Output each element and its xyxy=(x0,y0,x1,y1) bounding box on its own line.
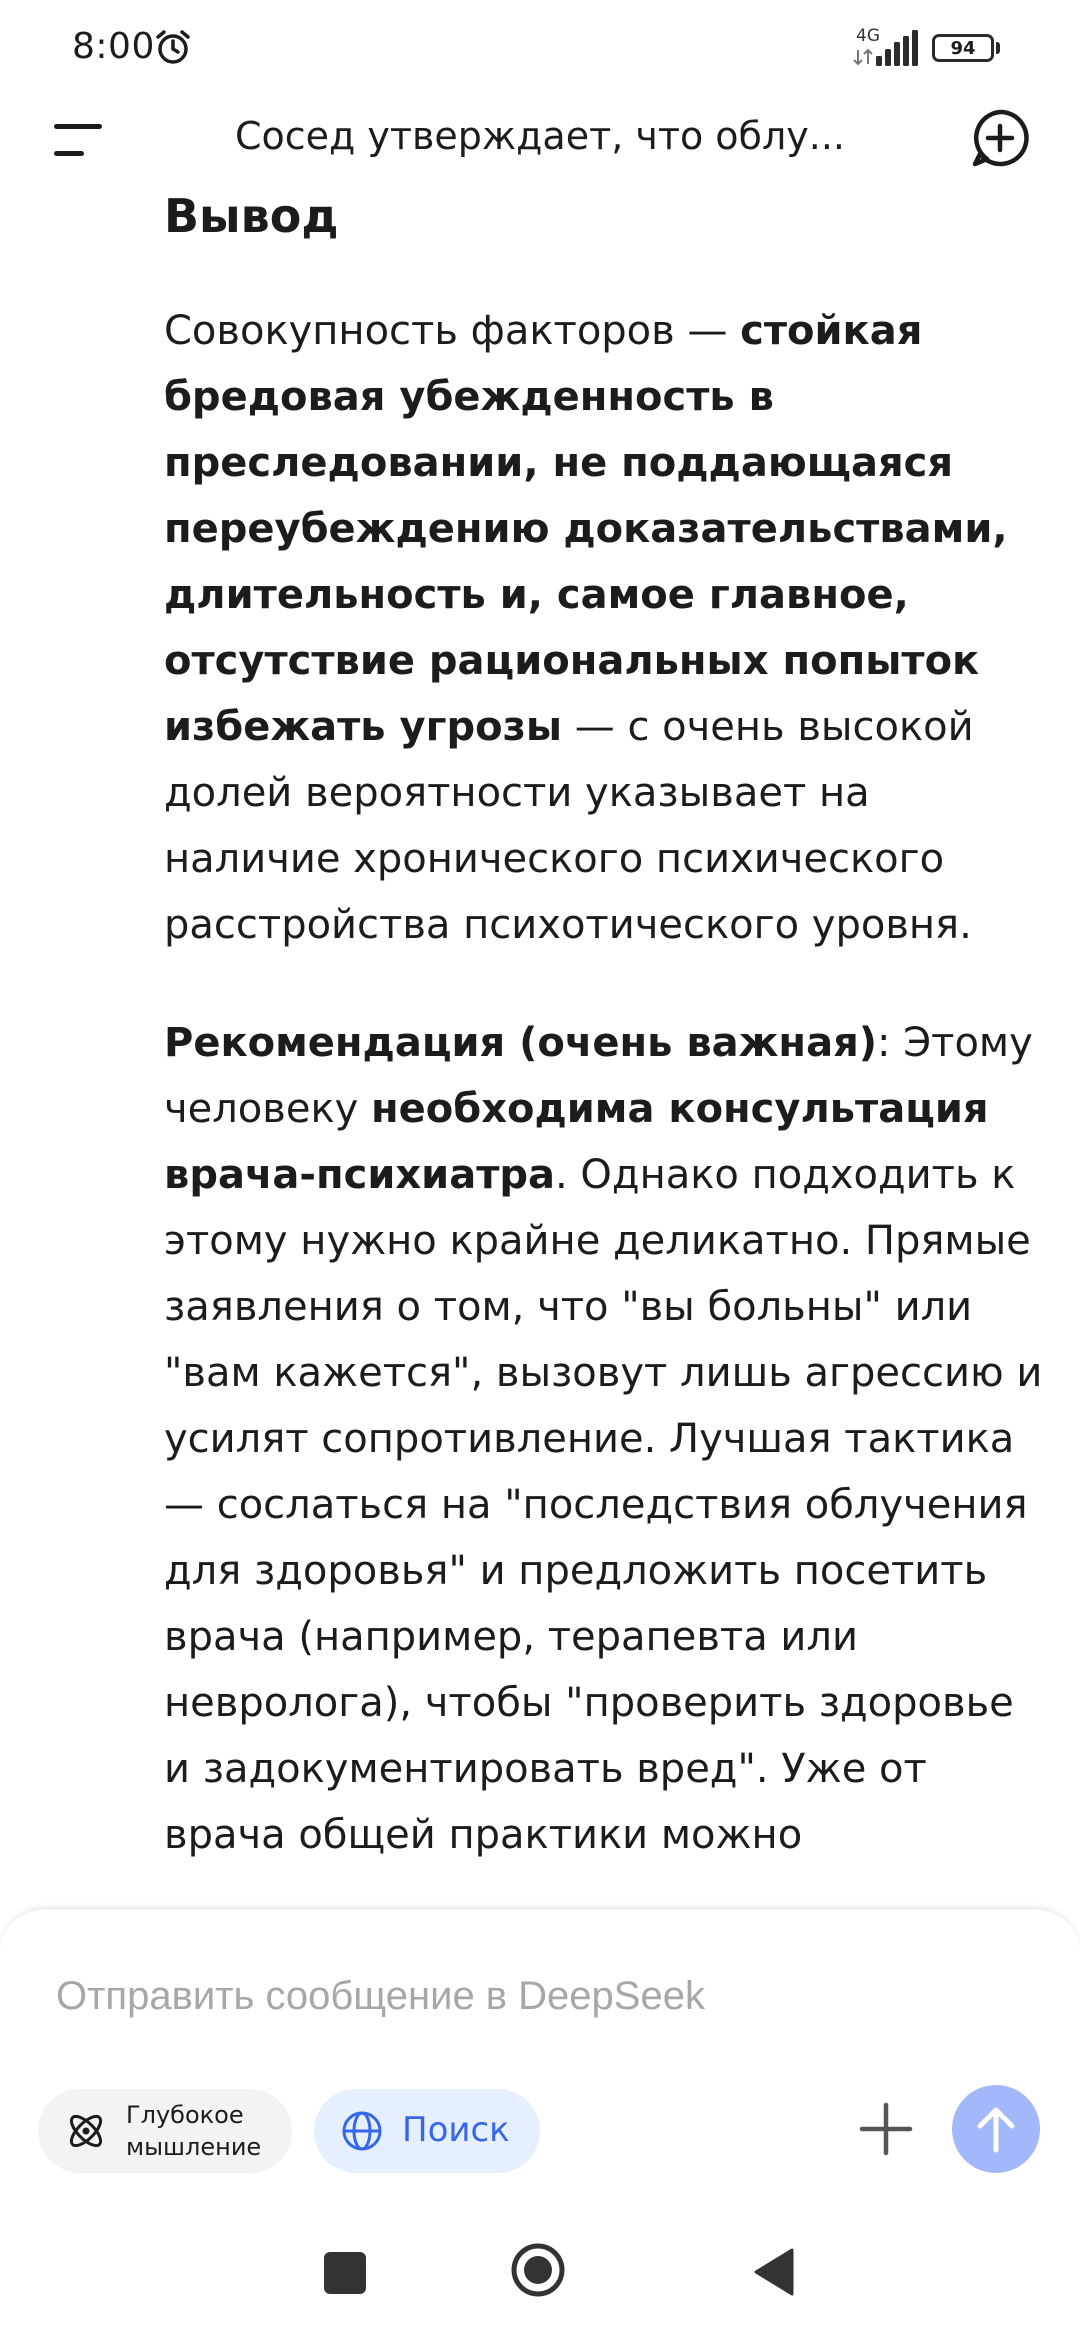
attach-plus-icon[interactable] xyxy=(852,2095,920,2163)
page-title: Сосед утверждает, что облу... xyxy=(234,114,845,158)
message-composer xyxy=(0,1908,1080,2198)
atom-icon xyxy=(64,2109,108,2153)
recommendation-paragraph xyxy=(164,1010,1044,1868)
conclusion-bold: стойкая бредовая убежденность в преследовании, не поддающаяся переубеждению доказательствами, длительность и, самое главное, отсутствие рациональных попыток избежать угрозы xyxy=(164,308,1008,750)
recommendation-text-1: : Этому человеку xyxy=(164,1020,1033,1132)
recommendation-text-2: . Однако подходить к этому нужно крайне деликатно. Прямые заявления о том, что "вы больны" или "вам кажется", вызовут лишь агрессию и усилят сопротивление. Лучшая тактика — сослаться на "последствия облучения для здоровья" и предложить посетить врача (например, терапевта или невролога), чтобы "проверить здоровье и задокументировать вред". Уже от врача общей практики можно xyxy=(164,1152,1043,1858)
network-type: 4G xyxy=(856,26,880,46)
signal-strength-icon xyxy=(876,30,920,66)
assistant-message xyxy=(164,186,1044,1906)
battery-indicator xyxy=(932,34,994,62)
battery-level: 94 xyxy=(950,37,976,59)
search-toggle[interactable] xyxy=(314,2089,540,2173)
conclusion-paragraph xyxy=(164,298,1044,958)
back-triangle-icon[interactable] xyxy=(752,2246,796,2298)
search-label: Поиск xyxy=(402,2110,510,2150)
battery-tip xyxy=(996,42,1000,54)
menu-icon[interactable] xyxy=(50,118,106,162)
recents-square-icon[interactable] xyxy=(324,2252,366,2294)
status-bar xyxy=(0,0,1080,96)
recommendation-label: Рекомендация (очень важная) xyxy=(164,1020,878,1066)
arrow-up-icon xyxy=(974,2104,1018,2154)
new-chat-icon[interactable] xyxy=(968,106,1032,170)
status-time: 8:00 xyxy=(72,26,155,67)
message-input[interactable] xyxy=(56,1961,956,2031)
data-activity-icon xyxy=(852,48,874,66)
deepthink-toggle[interactable] xyxy=(38,2089,292,2173)
home-circle-icon[interactable] xyxy=(510,2242,566,2298)
send-button[interactable] xyxy=(952,2085,1040,2173)
system-nav-bar xyxy=(0,2198,1080,2340)
conclusion-intro: Совокупность факторов — xyxy=(164,308,741,354)
alarm-clock-icon xyxy=(154,28,192,66)
chat-header xyxy=(0,96,1080,186)
conclusion-rest: — с очень высокой долей вероятности указывает на наличие хронического психического расстройства психотического уровня. xyxy=(164,704,974,948)
section-heading: Вывод xyxy=(164,189,339,243)
globe-icon xyxy=(340,2109,384,2153)
recommendation-bold: необходима консультация врача-психиатра xyxy=(164,1086,989,1198)
deepthink-label: Глубокое мышление xyxy=(126,2101,262,2161)
